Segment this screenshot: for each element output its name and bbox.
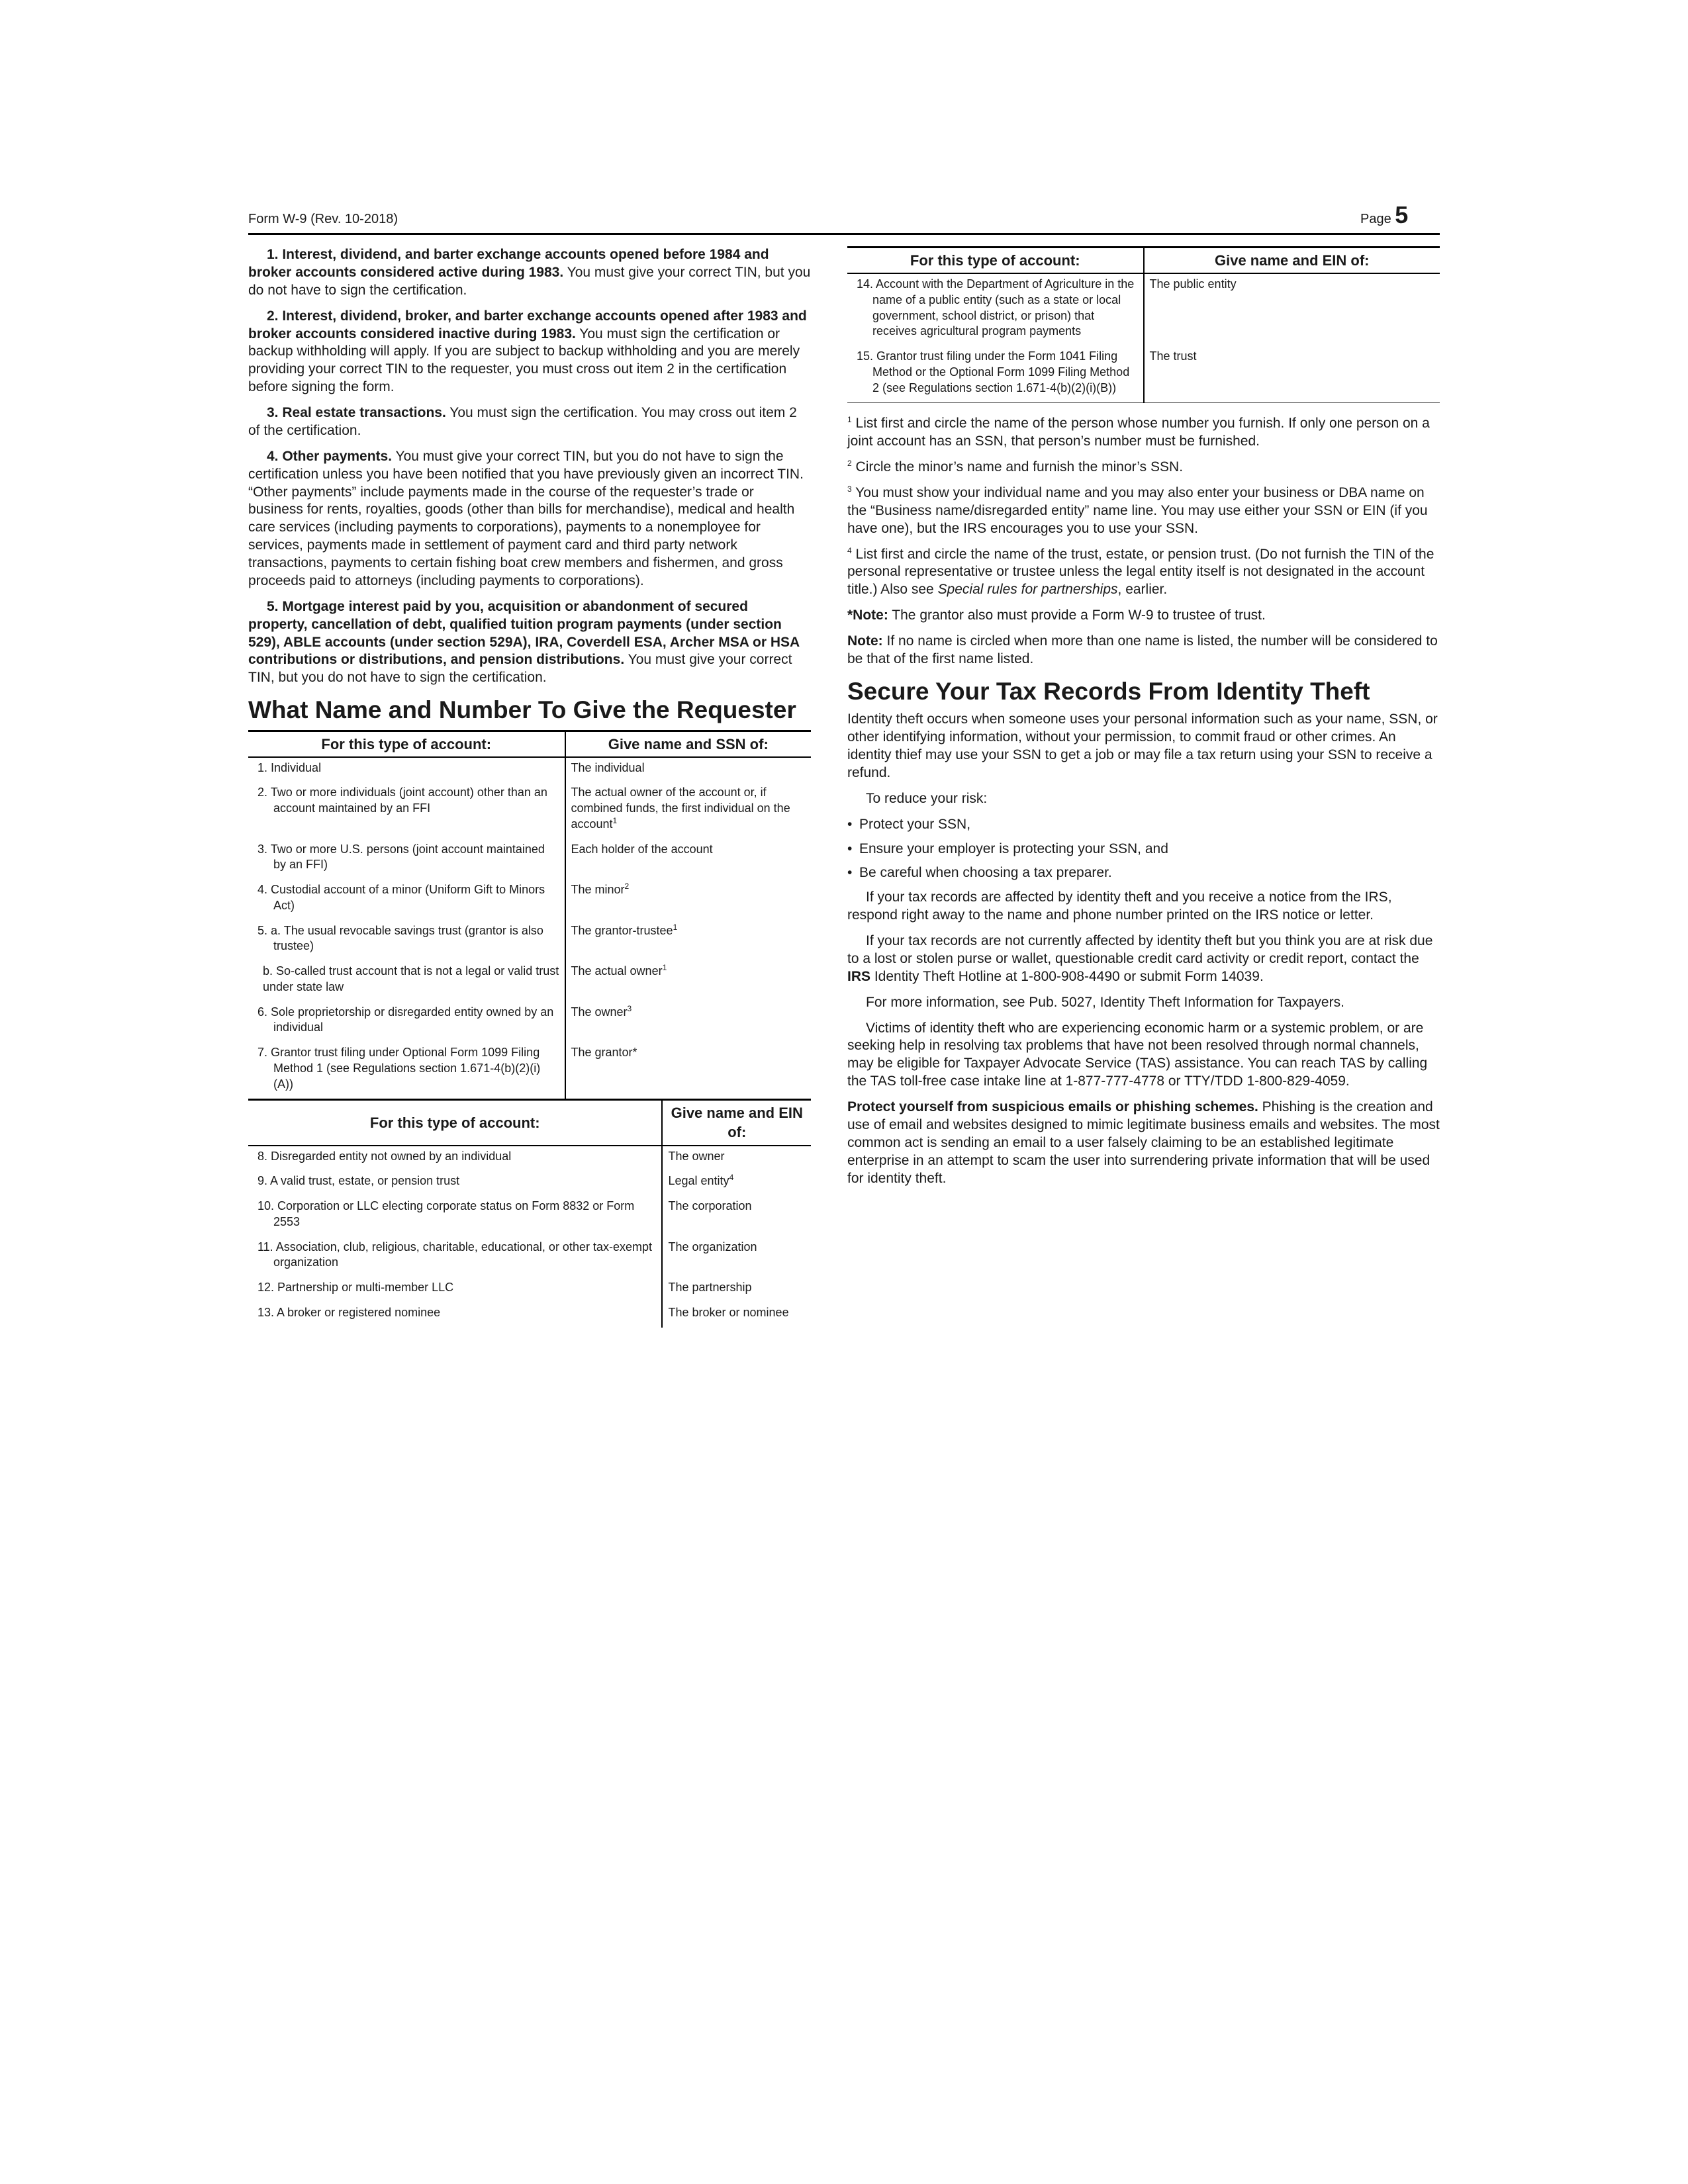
account-type-cell: 6. Sole proprietorship or disregarded entity owned by an individual	[258, 1005, 554, 1034]
item-body: You must sign the certification or backup withholding will apply. If you are subject to backup withholding and you are merely providing your correct TIN to the requester, you must cross out item 2 in the certification before signing the form.	[248, 326, 800, 395]
bullet-icon: •	[847, 865, 853, 881]
footnote-text: You must show your individual name and you may also enter your business or DBA name on the “Business name/disregarded entity” name line. You may use either your SSN or EIN (if you have one), but the IRS encourages you to use your SSN.	[847, 484, 1428, 536]
give-name-cell: The organization	[662, 1237, 811, 1278]
footnote-text: List first and circle the name of the person whose number you furnish. If only one person on a joint account has an SSN, that person’s number must be furnished.	[847, 416, 1430, 449]
table-row	[248, 782, 811, 839]
column-header: Give name and EIN of:	[1144, 248, 1440, 274]
bullet-item	[847, 841, 1440, 858]
ein-table	[248, 1099, 811, 1327]
note-label: Note:	[847, 633, 883, 649]
table-row	[248, 1146, 811, 1171]
footnote-text: , earlier.	[1117, 582, 1168, 598]
give-name-cell	[565, 1002, 812, 1043]
give-name-cell: The owner	[662, 1146, 811, 1171]
ssn-table	[248, 730, 811, 1099]
item-body: You must give your correct TIN, but you do not have to sign the certification unless you have been notified that you have previously given an incorrect TIN. “Other payments” include payments made in the course of the requester’s trade or business for rents, royalties, goods (other than bills for merchandise), medical and health care services (including payments to corporations), payments to a nonemployee for services, payments made in settlement of payment card and third party network transactions, payments to certain fishing boat crew members and fishermen, and gross proceeds paid to attorneys (including payments to corporations).	[248, 448, 804, 588]
item-1	[248, 246, 811, 300]
account-type-cell: 7. Grantor trust filing under Optional Form 1099 Filing Method 1 (see Regulations section 1.671-4(b)(2)(i)(A))	[258, 1046, 541, 1091]
footnote-marker: 3	[847, 484, 852, 494]
table-row	[248, 1042, 811, 1099]
table-row	[248, 839, 811, 880]
give-name-cell: The public entity	[1144, 273, 1440, 346]
footnote-3	[847, 484, 1440, 538]
table-row	[847, 273, 1440, 346]
column-header: Give name and SSN of:	[565, 731, 812, 757]
item-3	[248, 404, 811, 440]
form-identifier: Form W-9 (Rev. 10-2018)	[248, 212, 398, 226]
note-circled	[847, 633, 1440, 668]
section-heading-requester: What Name and Number To Give the Requester	[248, 696, 796, 724]
table-header-row	[248, 1100, 811, 1146]
footnote-4	[847, 546, 1440, 600]
footnote-marker: 1	[847, 415, 852, 425]
give-name-cell: The broker or nominee	[662, 1302, 811, 1328]
table-header-row	[847, 248, 1440, 274]
account-type-cell: 2. Two or more individuals (joint account) other than an account maintained by an FFI	[258, 786, 547, 815]
page-number: 5	[1395, 201, 1409, 228]
bullet-item	[847, 816, 1440, 834]
account-type-cell: 12. Partnership or multi-member LLC	[258, 1281, 454, 1295]
table-row	[248, 1196, 811, 1237]
account-type-cell: 11. Association, club, religious, charitable, educational, or other tax-exempt organization	[258, 1240, 652, 1269]
bullet-text: Ensure your employer is protecting your SSN, and	[859, 841, 1168, 856]
footnote-ref: 1	[662, 963, 667, 973]
right-column	[847, 246, 1440, 1195]
footnote-marker: 2	[847, 459, 852, 469]
footnote-ref: 3	[627, 1003, 632, 1013]
item-title: 1. Interest, dividend, and barter exchange accounts opened before 1984 and broker accounts considered active during 1983.	[248, 247, 769, 280]
item-5	[248, 598, 811, 687]
table-row	[847, 346, 1440, 403]
table-row	[248, 1002, 811, 1043]
item-body: You must give your correct TIN, but you do not have to sign the certification.	[248, 652, 792, 686]
paragraph-emphasis: IRS	[847, 968, 871, 984]
note-label: *Note:	[847, 608, 888, 623]
account-type-cell: b. So-called trust account that is not a legal or valid trust under state law	[263, 964, 559, 993]
account-type-cell: 4. Custodial account of a minor (Uniform Gift to Minors Act)	[258, 883, 545, 912]
item-title: 5. Mortgage interest paid by you, acquisition or abandonment of secured property, cancellation of debt, qualified tuition program payments (under section 529), ABLE accounts (under section 529A), IRA, Coverdell ESA, Archer MSA or HSA contributions or distributions, and pension distributions.	[248, 598, 800, 668]
table-row	[248, 1302, 811, 1328]
give-name-text: The actual owner	[571, 964, 663, 978]
bullet-text: Be careful when choosing a tax preparer.	[859, 865, 1112, 881]
note-grantor	[847, 607, 1440, 625]
table-row	[248, 1237, 811, 1278]
paragraph-text: Identity Theft Hotline at 1-800-908-4490 or submit Form 14039.	[870, 968, 1264, 984]
give-name-text: The owner	[571, 1005, 628, 1019]
footnote-ref: 2	[624, 882, 630, 891]
footnote-text: Circle the minor’s name and furnish the minor’s SSN.	[855, 459, 1184, 475]
paragraph-text: If your tax records are not currently affected by identity theft but you think you are at risk due to a lost or stolen purse or wallet, questionable credit card activity or credit report, contact the	[847, 933, 1433, 966]
item-body: You must give your correct TIN, but you do not have to sign the certification.	[248, 264, 811, 298]
paragraph-text: Phishing is the creation and use of email and websites designed to mimic legitimate business emails and websites. The most common act is sending an email to a user falsely claiming to be an established legitimate enterprise in an attempt to scam the user into surrendering private information that will be used for identity theft.	[847, 1099, 1440, 1186]
give-name-cell: The partnership	[662, 1277, 811, 1302]
item-2	[248, 308, 811, 396]
left-column	[248, 246, 811, 1328]
section-heading-identity-theft: Secure Your Tax Records From Identity Theft	[847, 677, 1370, 705]
footnote-ref: 1	[612, 815, 618, 825]
ein-table-continued	[847, 246, 1440, 403]
table-row	[248, 1277, 811, 1302]
table-header-row	[248, 731, 811, 757]
page-indicator	[1360, 201, 1408, 229]
give-name-cell: The individual	[565, 757, 812, 783]
paragraph: For more information, see Pub. 5027, Identity Theft Information for Taxpayers.	[866, 994, 1344, 1010]
footnote-marker: 4	[847, 545, 852, 555]
account-type-cell: 15. Grantor trust filing under the Form 1041 Filing Method or the Optional Form 1099 Filing Method 2 (see Regulations section 1.671-4(b)(2)(i)(B))	[847, 346, 1144, 403]
bullet-text: Protect your SSN,	[859, 816, 971, 832]
table-row	[248, 757, 811, 783]
table-row	[248, 921, 811, 962]
account-type-cell: 3. Two or more U.S. persons (joint account maintained by an FFI)	[258, 842, 545, 872]
header-rule	[248, 233, 1440, 235]
account-type-cell: 10. Corporation or LLC electing corporate status on Form 8832 or Form 2553	[258, 1199, 635, 1228]
paragraph-title: Protect yourself from suspicious emails or phishing schemes.	[847, 1099, 1258, 1115]
footnote-text: List first and circle the name of the trust, estate, or pension trust. (Do not furnish the TIN of the personal representative or trustee unless the legal entity itself is not designated in the account title.) Also see	[847, 546, 1434, 598]
table-row	[248, 1171, 811, 1196]
give-name-cell	[565, 961, 812, 1002]
note-text: The grantor also must provide a Form W-9 to trustee of trust.	[888, 608, 1266, 623]
account-type-cell: 5. a. The usual revocable savings trust (grantor is also trustee)	[258, 923, 543, 953]
column-header: For this type of account:	[248, 731, 565, 757]
item-4	[248, 448, 811, 590]
footnote-1	[847, 415, 1440, 451]
paragraph: If your tax records are affected by identity theft and you receive a notice from the IRS, respond right away to the name and phone number printed on the IRS notice or letter.	[847, 889, 1392, 923]
bullet-icon: •	[847, 841, 853, 856]
column-header: Give name and EIN of:	[662, 1100, 811, 1146]
paragraph	[847, 1099, 1440, 1187]
table-row	[248, 880, 811, 921]
item-title: 4. Other payments.	[267, 448, 393, 464]
footnote-ref: 4	[729, 1173, 734, 1183]
column-header: For this type of account:	[847, 248, 1144, 274]
bullet-icon: •	[847, 816, 853, 832]
paragraph: Victims of identity theft who are experiencing economic harm or a systemic problem, or are seeking help in resolving tax problems that have not been resolved through normal channels, may be eligible for Taxpayer Advocate Service (TAS) assistance. You can reach TAS by calling the TAS toll-free case intake line at 1-877-777-4778 or TTY/TDD 1-800-829-4059.	[847, 1020, 1428, 1089]
give-name-text: The grantor-trustee	[571, 923, 673, 937]
account-type-cell: 1. Individual	[258, 760, 322, 774]
footnote-link-text: Special rules for partnerships	[937, 582, 1118, 598]
note-text: If no name is circled when more than one name is listed, the number will be considered to be that of the first name listed.	[847, 633, 1438, 666]
item-body: You must sign the certification. You may cross out item 2 of the certification.	[248, 405, 797, 438]
give-name-cell: The grantor*	[565, 1042, 812, 1099]
give-name-cell	[565, 921, 812, 962]
give-name-cell: Each holder of the account	[565, 839, 812, 880]
table-row	[248, 961, 811, 1002]
give-name-text: Legal entity	[668, 1174, 729, 1188]
account-type-cell: 9. A valid trust, estate, or pension trust	[258, 1174, 460, 1188]
give-name-text: The actual owner of the account or, if combined funds, the first individual on the account	[571, 786, 790, 831]
paragraph: To reduce your risk:	[866, 790, 988, 806]
give-name-text: The minor	[571, 883, 625, 897]
page-label: Page	[1360, 212, 1391, 226]
bullet-item	[847, 864, 1440, 882]
account-type-cell: 8. Disregarded entity not owned by an individual	[258, 1149, 512, 1163]
give-name-cell: The trust	[1144, 346, 1440, 403]
footnote-ref: 1	[673, 922, 678, 932]
give-name-cell: The corporation	[662, 1196, 811, 1237]
item-title: 3. Real estate transactions.	[267, 405, 446, 420]
column-header: For this type of account:	[248, 1100, 662, 1146]
item-title: 2. Interest, dividend, broker, and barter exchange accounts opened after 1983 and broker accounts considered inactive during 1983.	[248, 308, 807, 341]
paragraph: Identity theft occurs when someone uses your personal information such as your name, SSN, or other identifying information, without your permission, to commit fraud or other crimes. An identity thief may use your SSN to get a job or may file a tax return using your SSN to receive a refund.	[847, 711, 1438, 780]
footnote-2	[847, 459, 1440, 477]
give-name-cell	[565, 782, 812, 839]
give-name-cell	[662, 1171, 811, 1196]
account-type-cell: 14. Account with the Department of Agriculture in the name of a public entity (such as a state or local government, school district, or prison) that receives agricultural program payments	[857, 277, 1135, 338]
give-name-cell	[565, 880, 812, 921]
paragraph	[847, 933, 1440, 986]
account-type-cell: 13. A broker or registered nominee	[258, 1305, 441, 1319]
